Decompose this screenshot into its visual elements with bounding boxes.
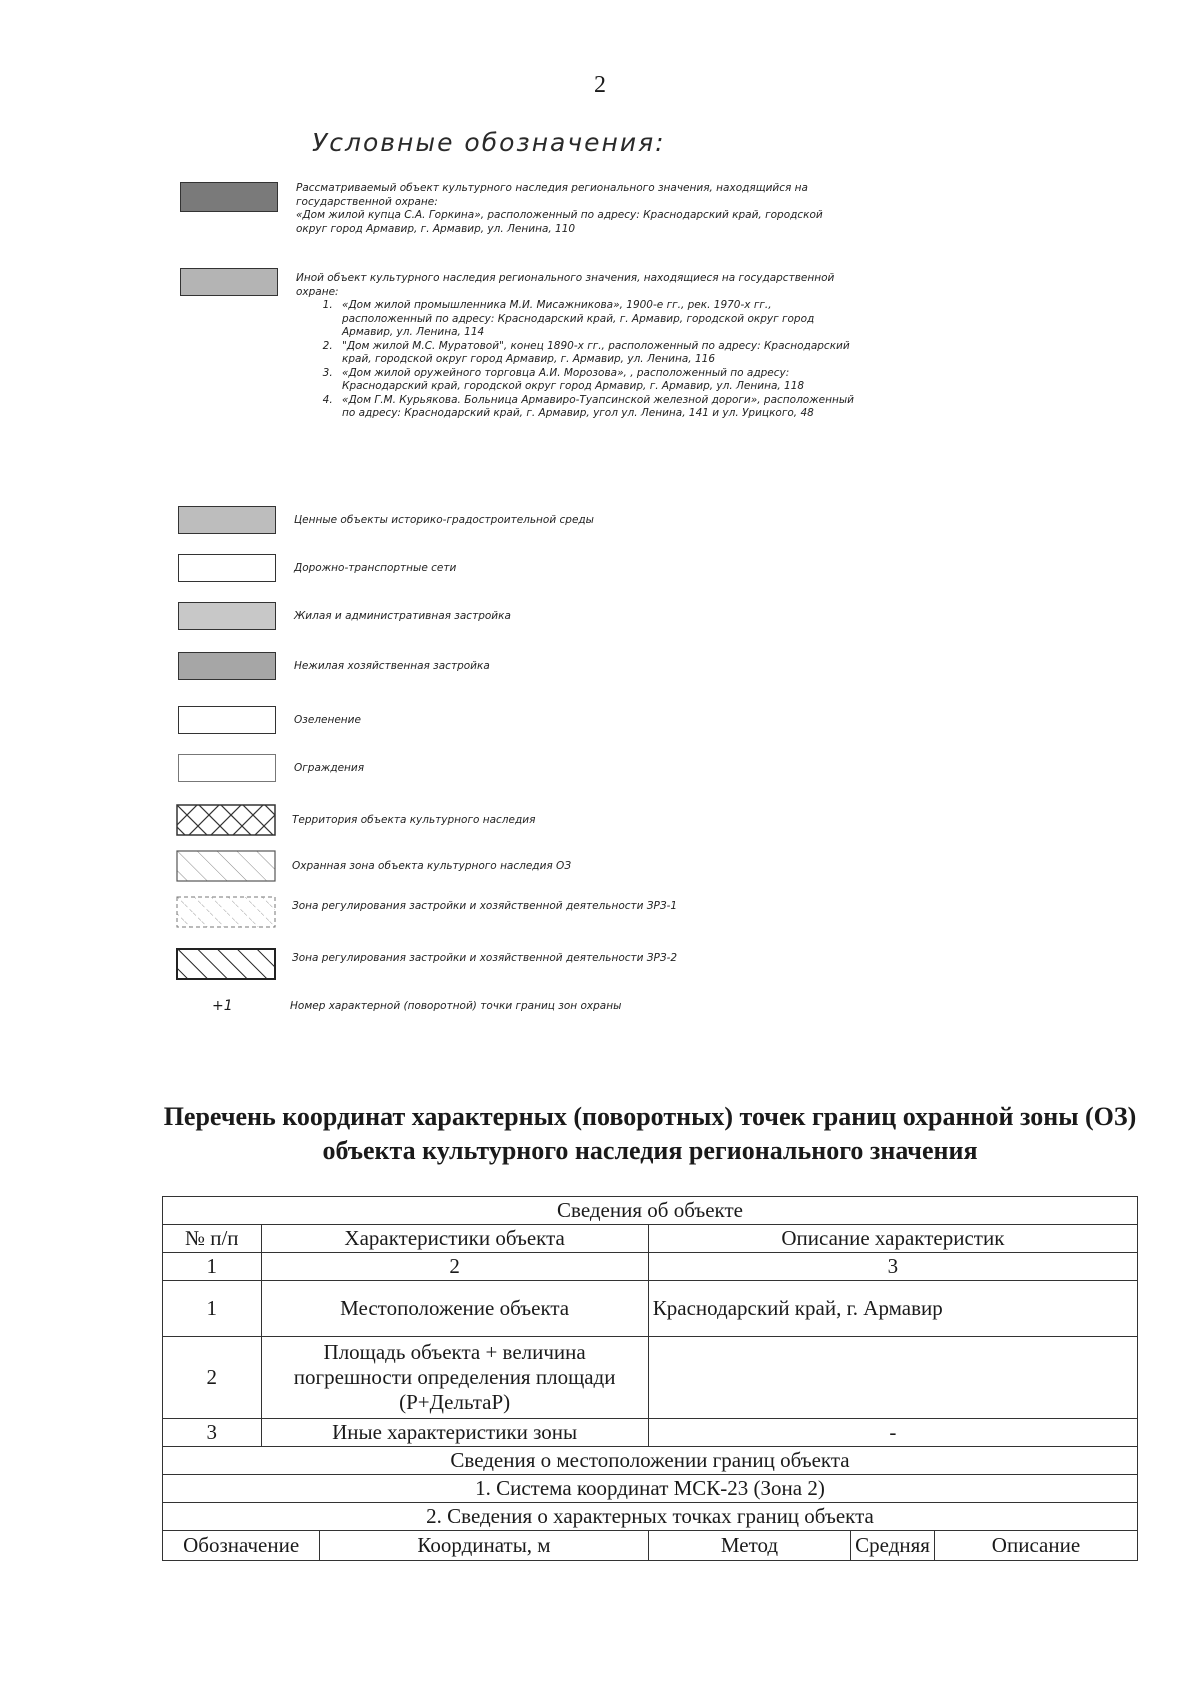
section-coordinate-system: 1. Система координат МСК-23 (Зона 2): [163, 1475, 1138, 1503]
legend-text-other: [296, 272, 856, 421]
row-description: Краснодарский край, г. Армавир: [648, 1281, 1137, 1337]
page-number: 2: [594, 72, 606, 98]
swatch-roads: [178, 554, 276, 582]
swatch-residential: [178, 602, 276, 630]
row-number: 2: [163, 1337, 262, 1419]
column-number-2: 2: [261, 1253, 648, 1281]
legend-text-oz: Охранная зона объекта культурного наследия ОЗ: [292, 860, 572, 872]
section-boundary-location: Сведения о местоположении границ объекта: [163, 1447, 1138, 1475]
legend-title: Условные обозначения:: [312, 128, 666, 157]
swatch-oz: [176, 850, 276, 882]
legend-subitem: 4. «Дом Г.М. Курьякова. Больница Армавиро-Туапсинской железной дороги», расположенный по адресу: Краснодарский край, г. Армавир, угол ул. Ленина, 141 и ул. Урицкого, 48: [336, 394, 856, 421]
swatch-greenery: [178, 706, 276, 734]
legend-subitem: 3. «Дом жилой оружейного торговца А.И. Морозова», , расположенный по адресу: Краснодарский край, городской округ город Армавир, г. Армавир, ул. Ленина, 118: [336, 367, 856, 394]
section-object-info: Сведения об объекте: [163, 1197, 1138, 1225]
legend-text-point: Номер характерной (поворотной) точки границ зон охраны: [290, 1000, 622, 1012]
header-description-bottom: Описание: [934, 1531, 1137, 1561]
swatch-nonresidential: [178, 652, 276, 680]
row-characteristic: Местоположение объекта: [261, 1281, 648, 1337]
row-number: 1: [163, 1281, 262, 1337]
legend-text-zrz2: Зона регулирования застройки и хозяйственной деятельности ЗРЗ-2: [292, 952, 678, 964]
legend-subitem: 1. «Дом жилой промышленника М.И. Мисажникова», 1900-е гг., рек. 1970-х гг., расположенный по адресу: Краснодарский край, г. Армавир, городской округ город Армавир, ул. Ленина, 114: [336, 299, 856, 340]
legend-text-fences: Ограждения: [294, 762, 365, 774]
swatch-fences: [178, 754, 276, 782]
row-description: -: [648, 1419, 1137, 1447]
legend-text-object: Рассматриваемый объект культурного наследия регионального значения, находящийся на государственной охране: «Дом жилой купца С.А. Горкина», расположенный по адресу: Краснодарский край, городской округ город Армавир, г. Армавир, ул. Ленина, 110: [296, 182, 823, 235]
legend-text-territory: Территория объекта культурного наследия: [292, 814, 536, 826]
swatch-other: [180, 268, 278, 296]
table-row: [163, 1337, 1138, 1419]
swatch-object: [180, 182, 278, 212]
header-coordinates: Координаты, м: [320, 1531, 649, 1561]
header-number: № п/п: [163, 1225, 262, 1253]
legend-text-roads: Дорожно-транспортные сети: [294, 562, 457, 574]
legend-subitem: 2. "Дом жилой М.С. Муратовой", конец 1890-х гг., расположенный по адресу: Краснодарский край, городской округ город Армавир, г. Армавир, ул. Ленина, 116: [336, 340, 856, 367]
section-characteristic-points: 2. Сведения о характерных точках границ объекта: [163, 1503, 1138, 1531]
object-info-table: [162, 1196, 1138, 1561]
point-marker: +1: [212, 998, 233, 1014]
legend-text-nonresidential: Нежилая хозяйственная застройка: [294, 660, 490, 672]
row-number: 3: [163, 1419, 262, 1447]
legend-text-zrz1: Зона регулирования застройки и хозяйственной деятельности ЗРЗ-1: [292, 900, 678, 912]
header-average: Средняя: [851, 1531, 935, 1561]
swatch-zrz1: [176, 896, 276, 928]
legend-text-valuable: Ценные объекты историко-градостроительной среды: [294, 514, 594, 526]
column-number-3: 3: [648, 1253, 1137, 1281]
legend-text-greenery: Озеленение: [294, 714, 361, 726]
row-description: [648, 1337, 1137, 1419]
table-heading: Перечень координат характерных (поворотных) точек границ охранной зоны (ОЗ) объекта культурного наследия регионального значения: [163, 1102, 1137, 1165]
header-method: Метод: [648, 1531, 850, 1561]
legend-text-other-label: Иной объект культурного наследия регионального значения, находящиеся на государственной охране:: [296, 272, 835, 298]
table-row: [163, 1419, 1138, 1447]
swatch-zrz2: [176, 948, 276, 980]
header-description: Описание характеристик: [648, 1225, 1137, 1253]
table-row: [163, 1281, 1138, 1337]
swatch-valuable: [178, 506, 276, 534]
row-characteristic: Площадь объекта + величина погрешности определения площади (P+ДельтаP): [261, 1337, 648, 1419]
legend-text-residential: Жилая и административная застройка: [294, 610, 511, 622]
swatch-territory: [176, 804, 276, 836]
row-characteristic: Иные характеристики зоны: [261, 1419, 648, 1447]
legend-sublist: [296, 299, 856, 421]
header-designation: Обозначение: [163, 1531, 320, 1561]
header-characteristics: Характеристики объекта: [261, 1225, 648, 1253]
column-number-1: 1: [163, 1253, 262, 1281]
